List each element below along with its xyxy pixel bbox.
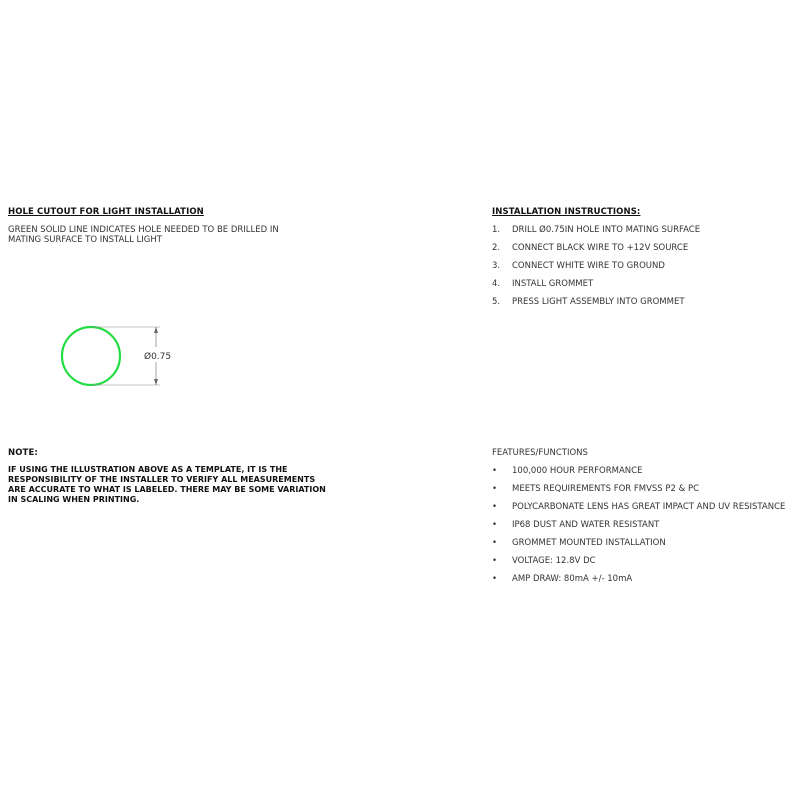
bullet-icon: • [492, 484, 498, 494]
step-number: 3. [492, 261, 501, 271]
step-text: INSTALL GROMMET [512, 279, 594, 289]
step-text: CONNECT BLACK WIRE TO +12V SOURCE [512, 243, 689, 253]
step-number: 5. [492, 297, 501, 307]
bullet-icon: • [492, 502, 498, 512]
feature-text: AMP DRAW: 80mA +/- 10mA [512, 574, 633, 584]
step-number: 4. [492, 279, 501, 289]
bullet-icon: • [492, 556, 498, 566]
feature-item [492, 556, 596, 566]
bullet-icon: • [492, 538, 498, 548]
installation-step [492, 297, 685, 307]
note-title: NOTE: [8, 448, 38, 458]
step-text: DRILL Ø0.75IN HOLE INTO MATING SURFACE [512, 225, 701, 235]
feature-item [492, 538, 666, 548]
feature-text: POLYCARBONATE LENS HAS GREAT IMPACT AND UV RESISTANCE [512, 502, 786, 512]
feature-text: VOLTAGE: 12.8V DC [512, 556, 596, 566]
feature-item [492, 466, 642, 476]
dimension-arrow-bottom [154, 379, 158, 385]
installation-step [492, 261, 665, 271]
feature-item [492, 574, 632, 584]
bullet-icon: • [492, 466, 498, 476]
bullet-icon: • [492, 520, 498, 530]
features-title: FEATURES/FUNCTIONS [492, 448, 588, 458]
feature-item [492, 484, 699, 494]
hole-cutout-diagram [50, 318, 190, 398]
feature-item [492, 502, 785, 512]
installation-step [492, 225, 700, 235]
hole-cutout-title: HOLE CUTOUT FOR LIGHT INSTALLATION [8, 207, 204, 217]
dimension-label: Ø0.75 [144, 352, 172, 362]
feature-text: 100,000 HOUR PERFORMANCE [512, 466, 643, 476]
feature-text: GROMMET MOUNTED INSTALLATION [512, 538, 666, 548]
note-text: IF USING THE ILLUSTRATION ABOVE AS A TEMPLATE, IT IS THE RESPONSIBILITY OF THE INSTALLER TO VERIFY ALL MEASUREMENTS ARE ACCURATE TO WHAT IS LABELED. THERE MAY BE SOME VARIATION IN SCALING WHEN PRINTING. [8, 465, 326, 504]
features-list [492, 466, 797, 596]
feature-item [492, 520, 659, 530]
step-number: 2. [492, 243, 501, 253]
step-text: CONNECT WHITE WIRE TO GROUND [512, 261, 665, 271]
installation-step [492, 279, 593, 289]
installation-step [492, 243, 688, 253]
hole-cutout-description: GREEN SOLID LINE INDICATES HOLE NEEDED TO BE DRILLED IN MATING SURFACE TO INSTALL LIGHT [8, 225, 279, 245]
installation-steps [492, 225, 792, 315]
feature-text: IP68 DUST AND WATER RESISTANT [512, 520, 660, 530]
bullet-icon: • [492, 574, 498, 584]
step-number: 1. [492, 225, 501, 235]
step-text: PRESS LIGHT ASSEMBLY INTO GROMMET [512, 297, 685, 307]
feature-text: MEETS REQUIREMENTS FOR FMVSS P2 & PC [512, 484, 700, 494]
hole-circle [62, 327, 120, 385]
dimension-arrow-top [154, 327, 158, 333]
installation-title: INSTALLATION INSTRUCTIONS: [492, 207, 641, 217]
